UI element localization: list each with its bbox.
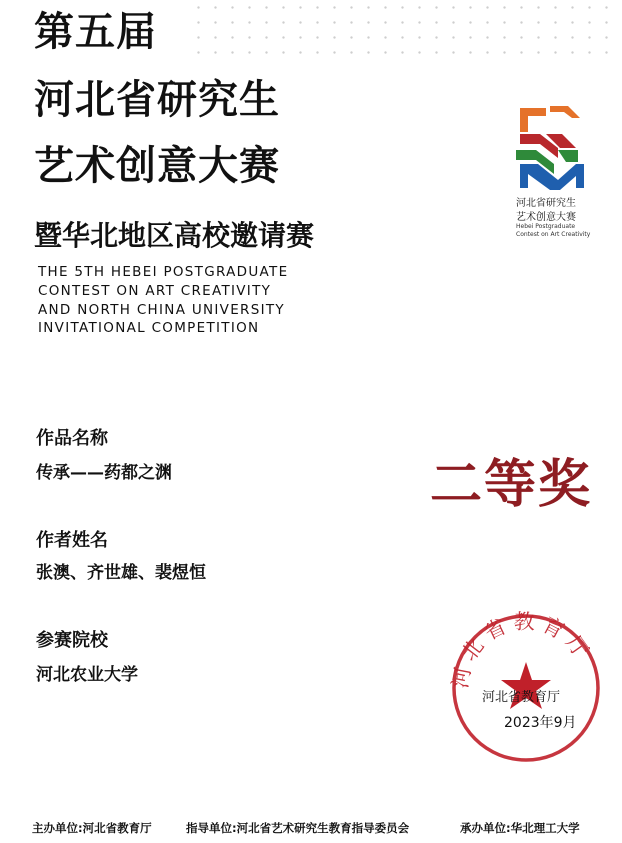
contest-logo	[506, 104, 598, 244]
dot-pattern	[190, 0, 622, 60]
footer-organizer: 承办单位:华北理工大学	[460, 821, 580, 835]
title-line-3: 艺术创意大赛	[34, 143, 280, 189]
english-title-line-3: AND NORTH CHINA UNIVERSITY	[38, 302, 285, 318]
logo-en-line-2: Contest on Art Creativity	[516, 231, 591, 238]
seal-arc-text: 河北省教育厅	[448, 610, 597, 691]
work-name-label: 作品名称	[36, 428, 108, 449]
footer-guide: 指导单位:河北省艺术研究生教育指导委员会	[186, 821, 410, 835]
author-label: 作者姓名	[36, 530, 108, 551]
footer-host: 主办单位:河北省教育厅	[32, 821, 152, 835]
logo-cn-line-1: 河北省研究生	[516, 198, 576, 209]
title-line-1: 第五届	[34, 9, 157, 55]
english-title-line-1: THE 5TH HEBEI POSTGRADUATE	[38, 264, 289, 280]
school-label: 参赛院校	[36, 630, 108, 651]
school-value: 河北农业大学	[36, 665, 138, 685]
logo-en-line-1: Hebei Postgraduate	[516, 223, 576, 230]
work-name-value: 传承——药都之渊	[36, 463, 172, 483]
logo-cn-line-2: 艺术创意大赛	[516, 212, 576, 223]
seal-organization: 河北省教育厅	[482, 690, 561, 705]
author-value: 张澳、齐世雄、裴煜恒	[36, 563, 206, 583]
contest-logo-icon	[506, 104, 598, 192]
title-line-2: 河北省研究生	[34, 77, 280, 123]
subtitle: 暨华北地区高校邀请赛	[34, 219, 315, 252]
seal-date: 2023年9月	[504, 715, 577, 731]
english-title-line-2: CONTEST ON ART CREATIVITY	[38, 283, 272, 299]
award-level: 二等奖	[430, 454, 593, 515]
english-title-line-4: INVITATIONAL COMPETITION	[38, 320, 260, 336]
